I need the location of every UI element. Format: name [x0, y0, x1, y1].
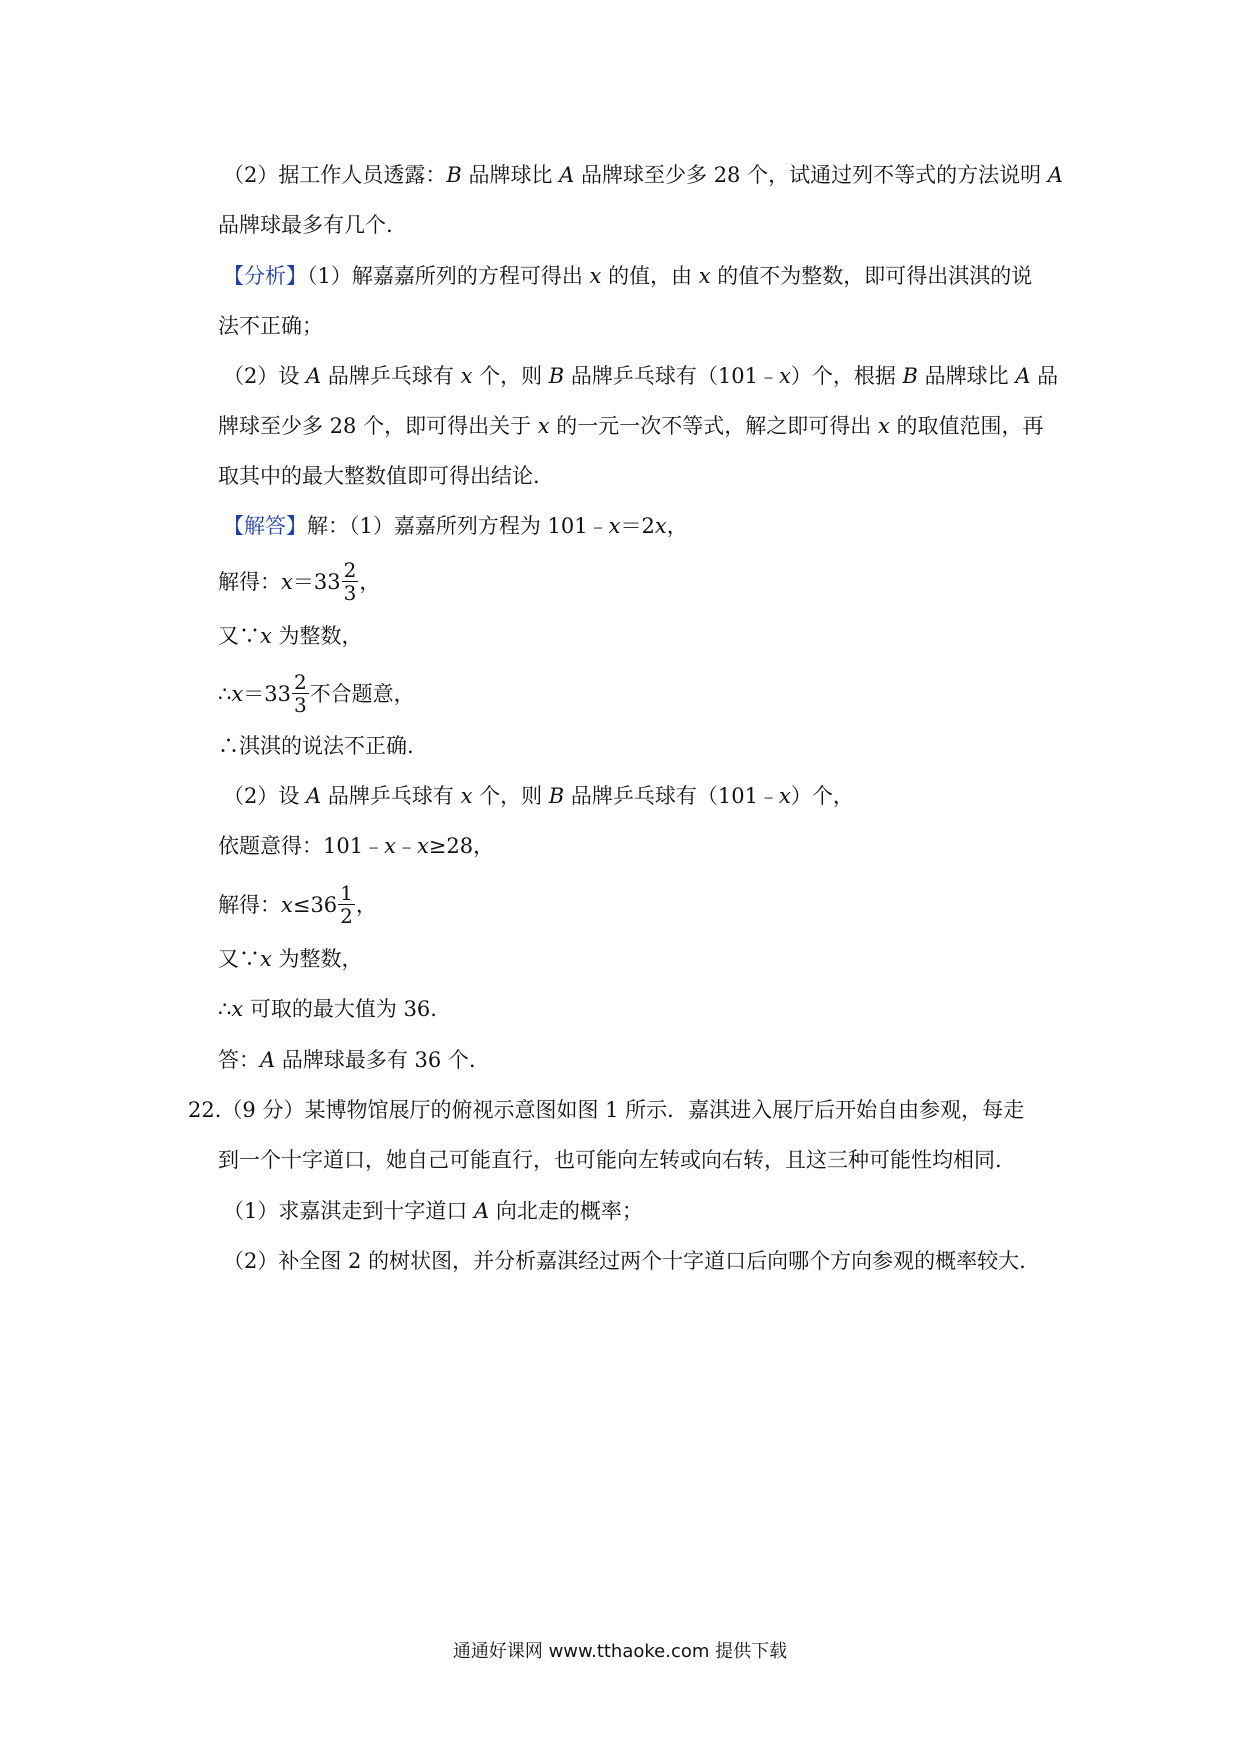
solution-line6: （2）设 A 品牌乒乓球有 x 个，则 B 品牌乒乓球有（101﹣x）个， — [223, 784, 854, 808]
solution-line10: ∴x 可取的最大值为 36. — [218, 997, 437, 1021]
fraction-two-thirds: $\frac{2}{3}$ — [343, 558, 357, 605]
solution-line9: 又∵x 为整数， — [218, 947, 363, 971]
page-footer: 通通好课网 www.tthaoke.com 提供下载 — [452, 1641, 788, 1662]
analysis-tag: 【分析】 — [223, 264, 307, 288]
q22-line3: （1）求嘉淇走到十字道口 A 向北走的概率； — [223, 1199, 643, 1223]
solution-line2: 解得：x＝33 $\frac{2}{3}$ ， — [218, 558, 381, 605]
fraction-one-half: $\frac{1}{2}$ — [340, 881, 353, 928]
question-number: 22. — [188, 1098, 222, 1122]
q22-line2: 到一个十字道口，她自己可能直行，也可能向左转或向右转，且这三种可能性均相同. — [218, 1148, 1002, 1172]
analysis-line2: 法不正确； — [218, 314, 323, 338]
solution-line1: 【解答】解：（1）嘉嘉所列方程为 101﹣x＝2x， — [223, 514, 688, 538]
solution-line8: 解得：x≤36 $\frac{1}{2}$ ， — [218, 881, 377, 928]
analysis-line4: 牌球至少多 28 个，即可得出关于 x 的一元一次不等式，解之即可得出 x 的取值范围，再 — [218, 414, 1044, 438]
solution-line7: 依题意得：101﹣x﹣x≥28， — [218, 834, 495, 858]
analysis-line1: 【分析】（1）解嘉嘉所列的方程可得出 x 的值，由 x 的值不为整数，即可得出淇淇的说 — [223, 264, 1033, 288]
q21-part2-line2: 品牌球最多有几个. — [218, 213, 393, 237]
solution-line3: 又∵x 为整数， — [218, 624, 363, 648]
solution-line5: ∴淇淇的说法不正确. — [218, 734, 414, 758]
q21-part2-line1: （2）据工作人员透露：B 品牌球比 A 品牌球至少多 28 个，试通过列不等式的方法说明 A — [223, 163, 1063, 187]
q22-line1: 22.（9 分）某博物馆展厅的俯视示意图如图 1 所示．嘉淇进入展厅后开始自由参观，每走 — [188, 1098, 1025, 1122]
analysis-line3: （2）设 A 品牌乒乓球有 x 个，则 B 品牌乒乓球有（101﹣x）个，根据 B 品牌球比 A 品 — [223, 364, 1059, 388]
analysis-line5: 取其中的最大整数值即可得出结论. — [218, 464, 540, 488]
fraction-two-thirds: $\frac{2}{3}$ — [293, 670, 307, 717]
solution-tag: 【解答】 — [223, 514, 307, 538]
solution-line4: ∴x＝33 $\frac{2}{3}$ 不合题意， — [218, 670, 415, 717]
solution-line11: 答：A 品牌球最多有 36 个. — [218, 1048, 476, 1072]
q22-line4: （2）补全图 2 的树状图，并分析嘉淇经过两个十字道口后向哪个方向参观的概率较大. — [223, 1249, 1026, 1273]
